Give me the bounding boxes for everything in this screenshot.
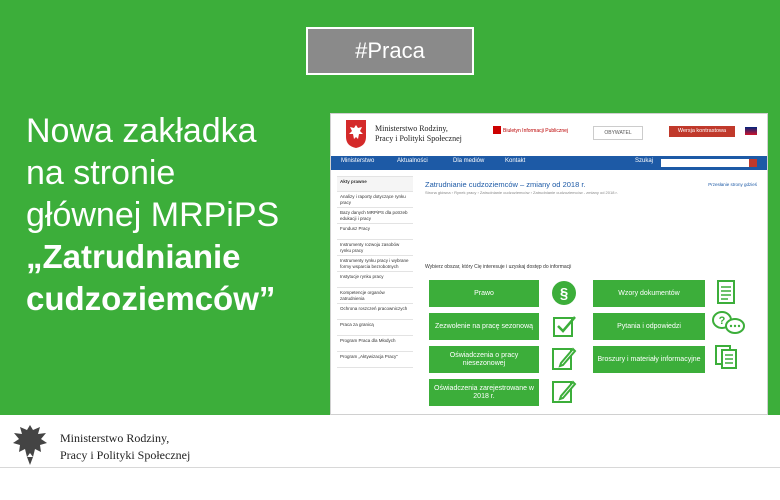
search-button[interactable] <box>749 159 757 167</box>
checkbox-icon <box>551 313 577 339</box>
headline-line: głównej MRPiPS <box>26 196 280 234</box>
sidebar-item[interactable]: Instrumenty rynku pracy i wybrane formy wsparcia bezrobotnych <box>337 256 413 272</box>
eagle-emblem-icon <box>10 421 50 469</box>
nav-item-aktualnosci[interactable]: Aktualności <box>397 158 428 164</box>
main-content <box>421 176 761 415</box>
pen-icon <box>551 345 577 371</box>
footer <box>0 415 780 500</box>
english-flag-icon[interactable] <box>745 127 757 135</box>
svg-text:?: ? <box>718 315 726 327</box>
sidebar-item[interactable]: Kompetencje organów zatrudnienia <box>337 288 413 304</box>
svg-text:§: § <box>559 285 569 302</box>
nav-item-dla-mediow[interactable]: Dla mediów <box>453 158 485 164</box>
bip-icon <box>493 126 501 134</box>
sidebar-item[interactable]: Akty prawne <box>337 176 413 192</box>
search-input[interactable] <box>661 159 755 167</box>
sidebar-item[interactable]: Instytucje rynku pracy <box>337 272 413 288</box>
tile-oswiadczenia-2018[interactable]: Oświadczenia zarejestrowane w 2018 r. <box>429 379 539 406</box>
pen-icon <box>551 378 577 404</box>
breadcrumb[interactable]: Strona główna › Rynek pracy › Zatrudnianie cudzoziemców › Zatrudnianie cudzoziemców - zmiany od 2018 r. <box>425 190 618 195</box>
headline-line: na stronie <box>26 154 176 192</box>
eagle-emblem-icon <box>345 119 367 149</box>
documents-icon <box>713 344 739 370</box>
tile-broszury-materialy[interactable]: Broszury i materiały informacyjne <box>593 346 705 373</box>
tile-oswiadczenia-niesezonowej[interactable]: Oświadczenia o pracy niesezonowej <box>429 346 539 373</box>
search-label: Szukaj <box>635 158 654 164</box>
tile-wzory-dokumentow[interactable]: Wzory dokumentów <box>593 280 705 307</box>
sidebar-item[interactable]: Program Praca dla Młodych <box>337 336 413 352</box>
chat-icon <box>711 310 745 336</box>
footer-divider <box>0 467 780 468</box>
sidebar-item[interactable]: Analizy i raporty dotyczące rynku pracy <box>337 192 413 208</box>
bip-link[interactable]: Biuletyn Informacji Publicznej <box>503 128 569 134</box>
sidebar-item[interactable]: Ochrona roszczeń pracowniczych <box>337 304 413 320</box>
sidebar-item[interactable]: Fundusz Pracy <box>337 224 413 240</box>
content-lead: Wybierz obszar, który Cię interesuje i uzyskaj dostęp do informacji <box>425 264 572 270</box>
tile-prawo[interactable]: Prawo <box>429 280 539 307</box>
content-paragraph <box>425 208 757 252</box>
headline <box>26 110 316 320</box>
paragraph-icon <box>551 280 577 306</box>
footer-ministry-name: Ministerstwo Rodziny, Pracy i Polityki Społecznej <box>60 431 191 462</box>
nav-item-kontakt[interactable]: Kontakt <box>505 158 526 164</box>
headline-bold-line: cudzoziemców” <box>26 280 276 317</box>
site-navigation <box>331 156 768 170</box>
hashtag-badge: #Praca <box>306 27 474 75</box>
sidebar-item[interactable]: Instrumenty rozwoju zasobów rynku pracy <box>337 240 413 256</box>
document-icon <box>713 279 739 305</box>
content-title: Zatrudnianie cudzoziemców – zmiany od 2018 r. <box>425 180 586 189</box>
headline-bold-line: „Zatrudnianie <box>26 238 241 275</box>
sidebar-item[interactable]: Praca za granicą <box>337 320 413 336</box>
website-screenshot <box>330 113 768 415</box>
sidebar-item[interactable]: Program „Aktywizacja Pracy” <box>337 352 413 368</box>
site-ministry-name[interactable]: Ministerstwo Rodziny, Pracy i Polityki Społecznej <box>375 124 462 143</box>
sidebar-menu <box>337 176 413 415</box>
contrast-version-button[interactable]: Wersja kontrastowa <box>669 126 735 137</box>
obywatel-link[interactable]: OBYWATEL <box>593 126 643 140</box>
headline-line: Nowa zakładka <box>26 112 257 150</box>
tile-pytania-odpowiedzi[interactable]: Pytania i odpowiedzi <box>593 313 705 340</box>
tile-zezwolenie-sezonowa[interactable]: Zezwolenie na pracę sezonową <box>429 313 539 340</box>
sidebar-item[interactable]: Bazy danych MRPiPS dla potrzeb edukacji i pracy <box>337 208 413 224</box>
share-link[interactable]: Przesłanie strony gdzieś <box>708 182 757 187</box>
nav-item-ministerstwo[interactable]: Ministerstwo <box>341 158 375 164</box>
site-header <box>331 114 768 156</box>
